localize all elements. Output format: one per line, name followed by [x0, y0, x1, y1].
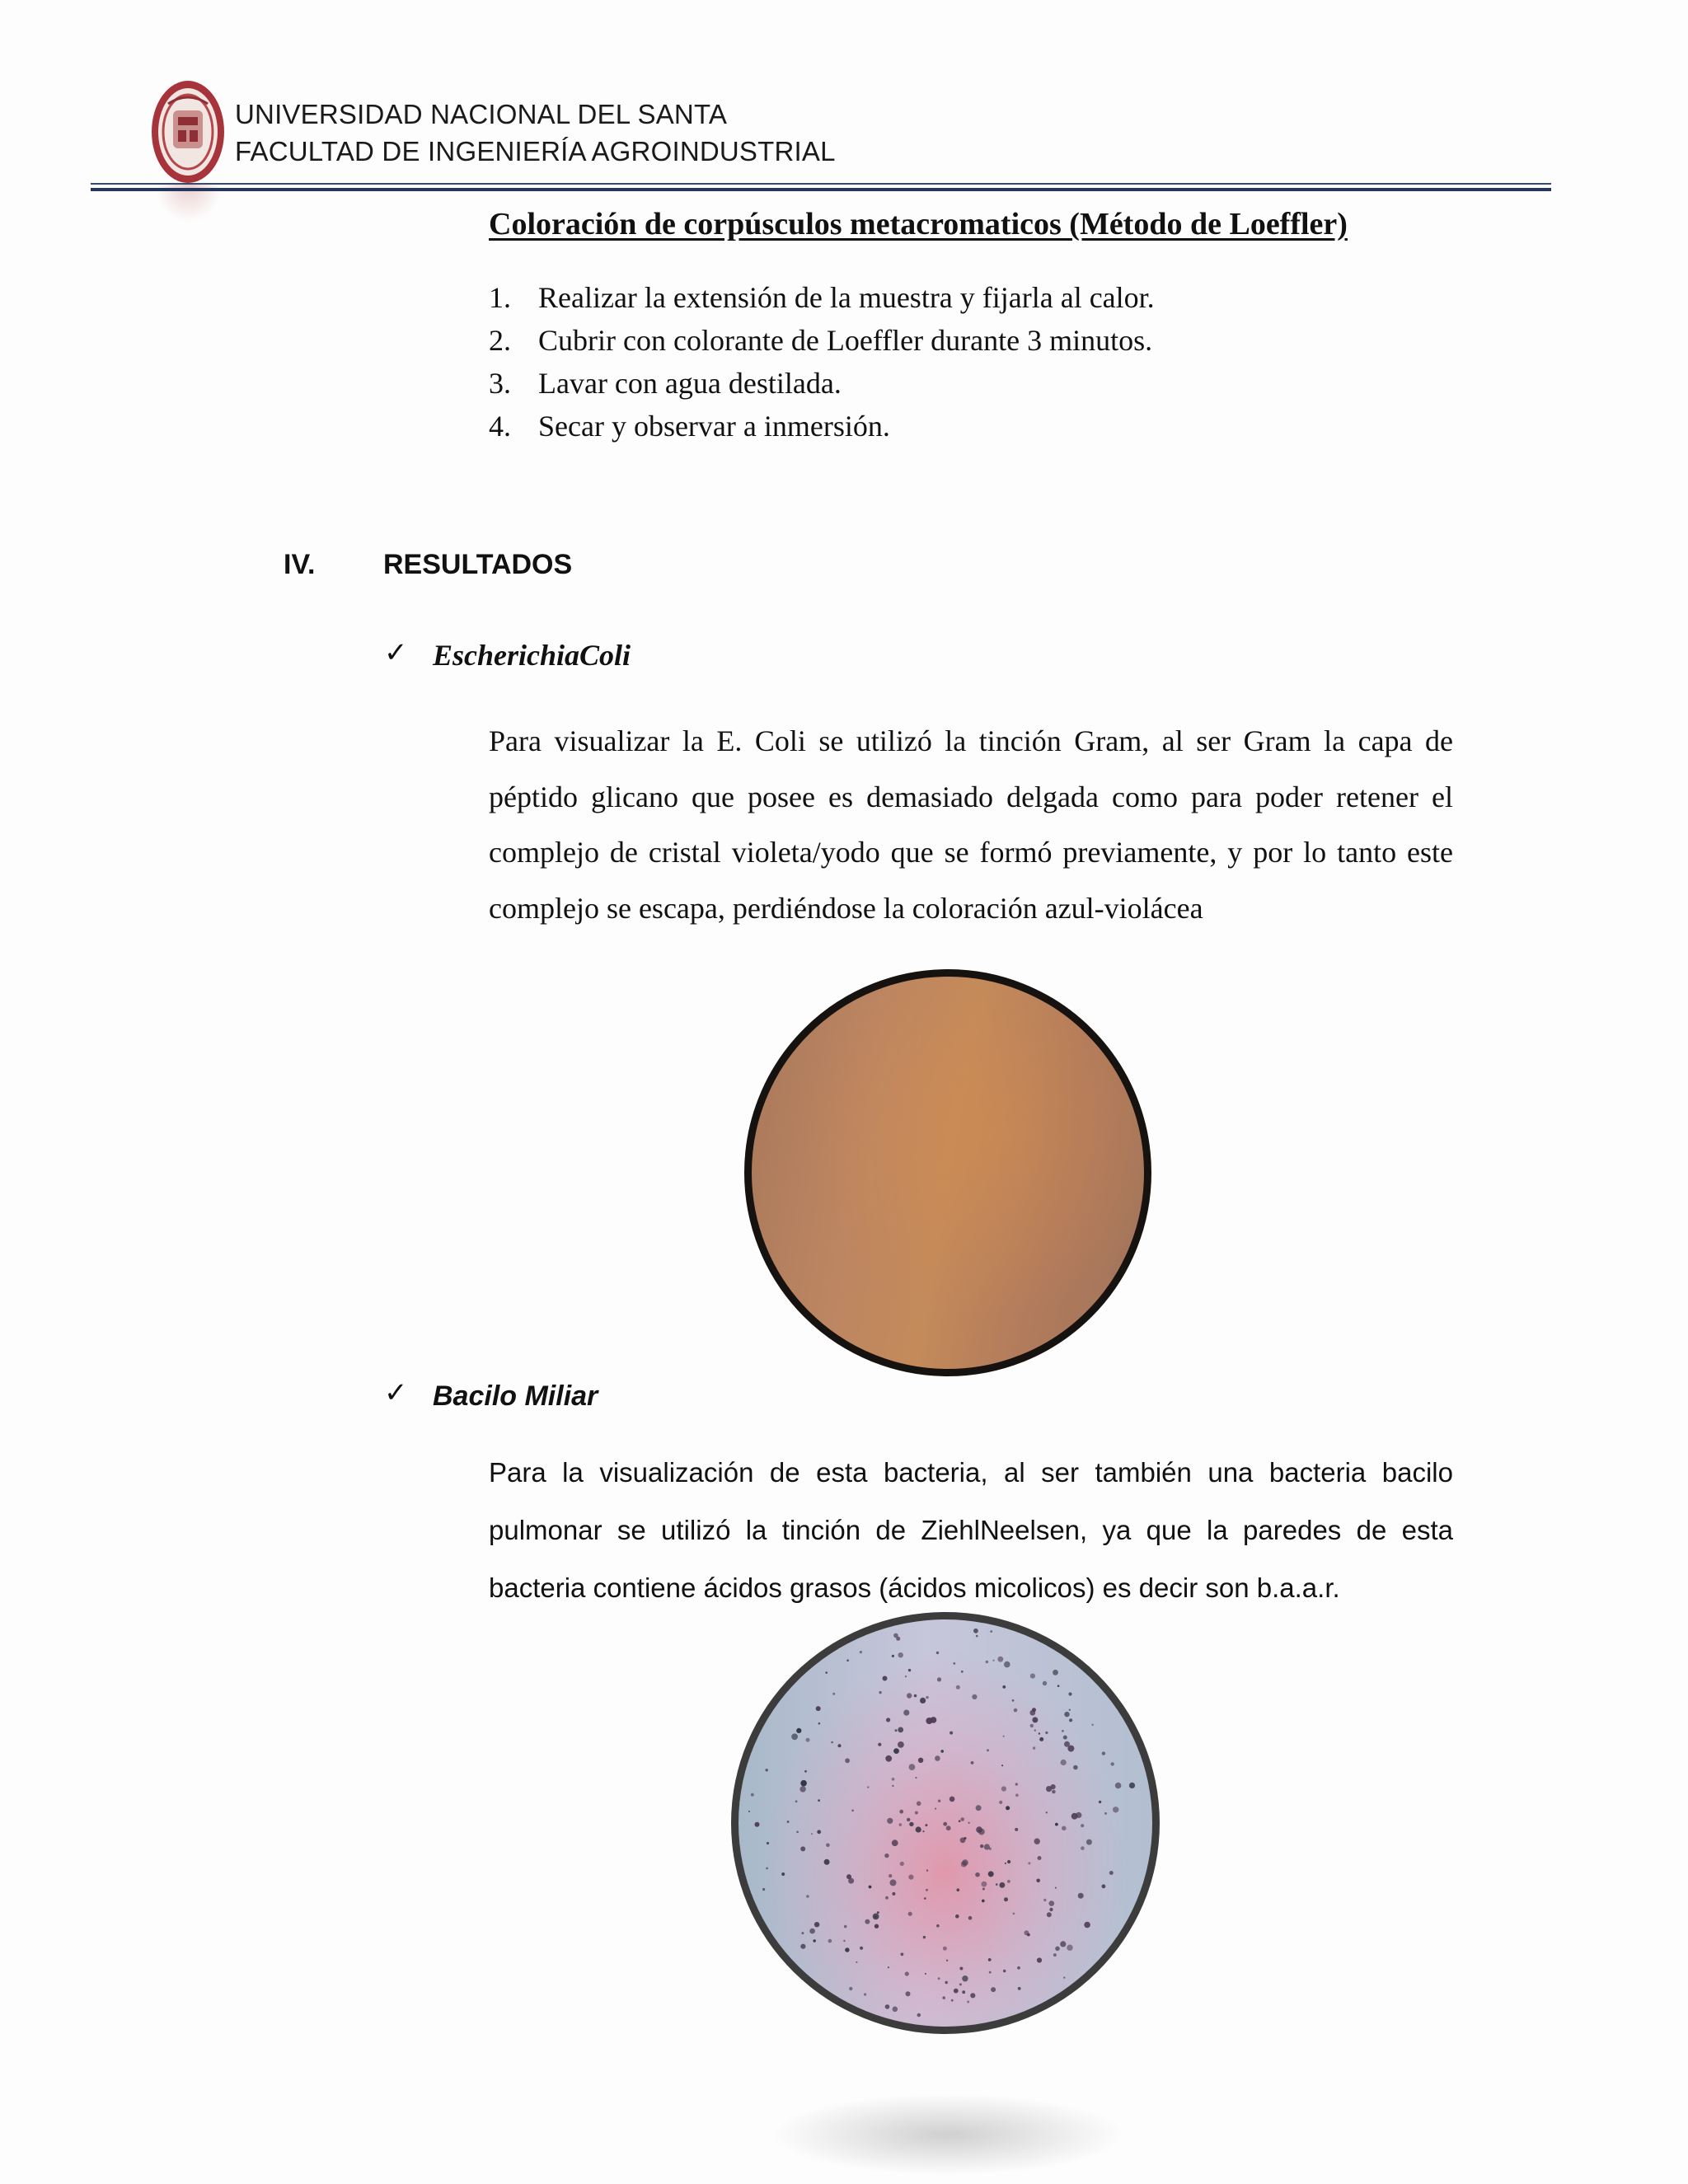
step-text: Secar y observar a inmersión. — [538, 410, 890, 443]
ecoli-micrograph-image — [744, 969, 1151, 1376]
step-number: 3. — [489, 367, 511, 400]
bullet-title: Bacilo Miliar — [433, 1380, 598, 1412]
image-shadow — [771, 2093, 1125, 2176]
step-number: 1. — [489, 281, 511, 314]
paragraph: Para visualizar la E. Coli se utilizó la tinción Gram, al ser Gram la capa de péptido glicano que posee es demasiado delgada como para poder retener el complejo de cristal violeta/yodo que se formó previamente, y por lo tanto este complejo se escapa, perdiéndose la coloración azul-violácea — [489, 724, 1453, 925]
bullet-title: EscherichiaColi — [433, 639, 631, 672]
bacilo-micrograph-image — [731, 1612, 1160, 2034]
header-rule-thick — [91, 188, 1551, 191]
header-rule-thin — [91, 183, 1551, 185]
checkmark-icon: ✓ — [384, 638, 408, 668]
heading-title: RESULTADOS — [383, 549, 573, 580]
faculty-name: FACULTAD DE INGENIERÍA AGROINDUSTRIAL — [235, 136, 836, 166]
step-text: Lavar con agua destilada. — [538, 367, 842, 400]
section-subtitle: Coloración de corpúsculos metacromaticos (Método de Loeffler) — [489, 207, 1348, 241]
paragraph: Para la visualización de esta bacteria, al ser también una bacteria bacilo pulmonar se utilizó la tinción de ZiehlNeelsen, ya que la paredes de esta bacteria contiene ácidos grasos (ácidos micolicos) es decir son b.a.a.r. — [489, 1457, 1453, 1603]
university-name: UNIVERSIDAD NACIONAL DEL SANTA — [235, 99, 728, 129]
step-text: Cubrir con colorante de Loeffler durante 3 minutos. — [538, 324, 1153, 357]
university-seal-logo — [150, 79, 226, 185]
step-number: 4. — [489, 410, 511, 443]
heading-number: IV. — [284, 549, 316, 580]
step-text: Realizar la extensión de la muestra y fijarla al calor. — [538, 281, 1155, 314]
step-number: 2. — [489, 324, 511, 357]
checkmark-icon: ✓ — [384, 1378, 408, 1408]
